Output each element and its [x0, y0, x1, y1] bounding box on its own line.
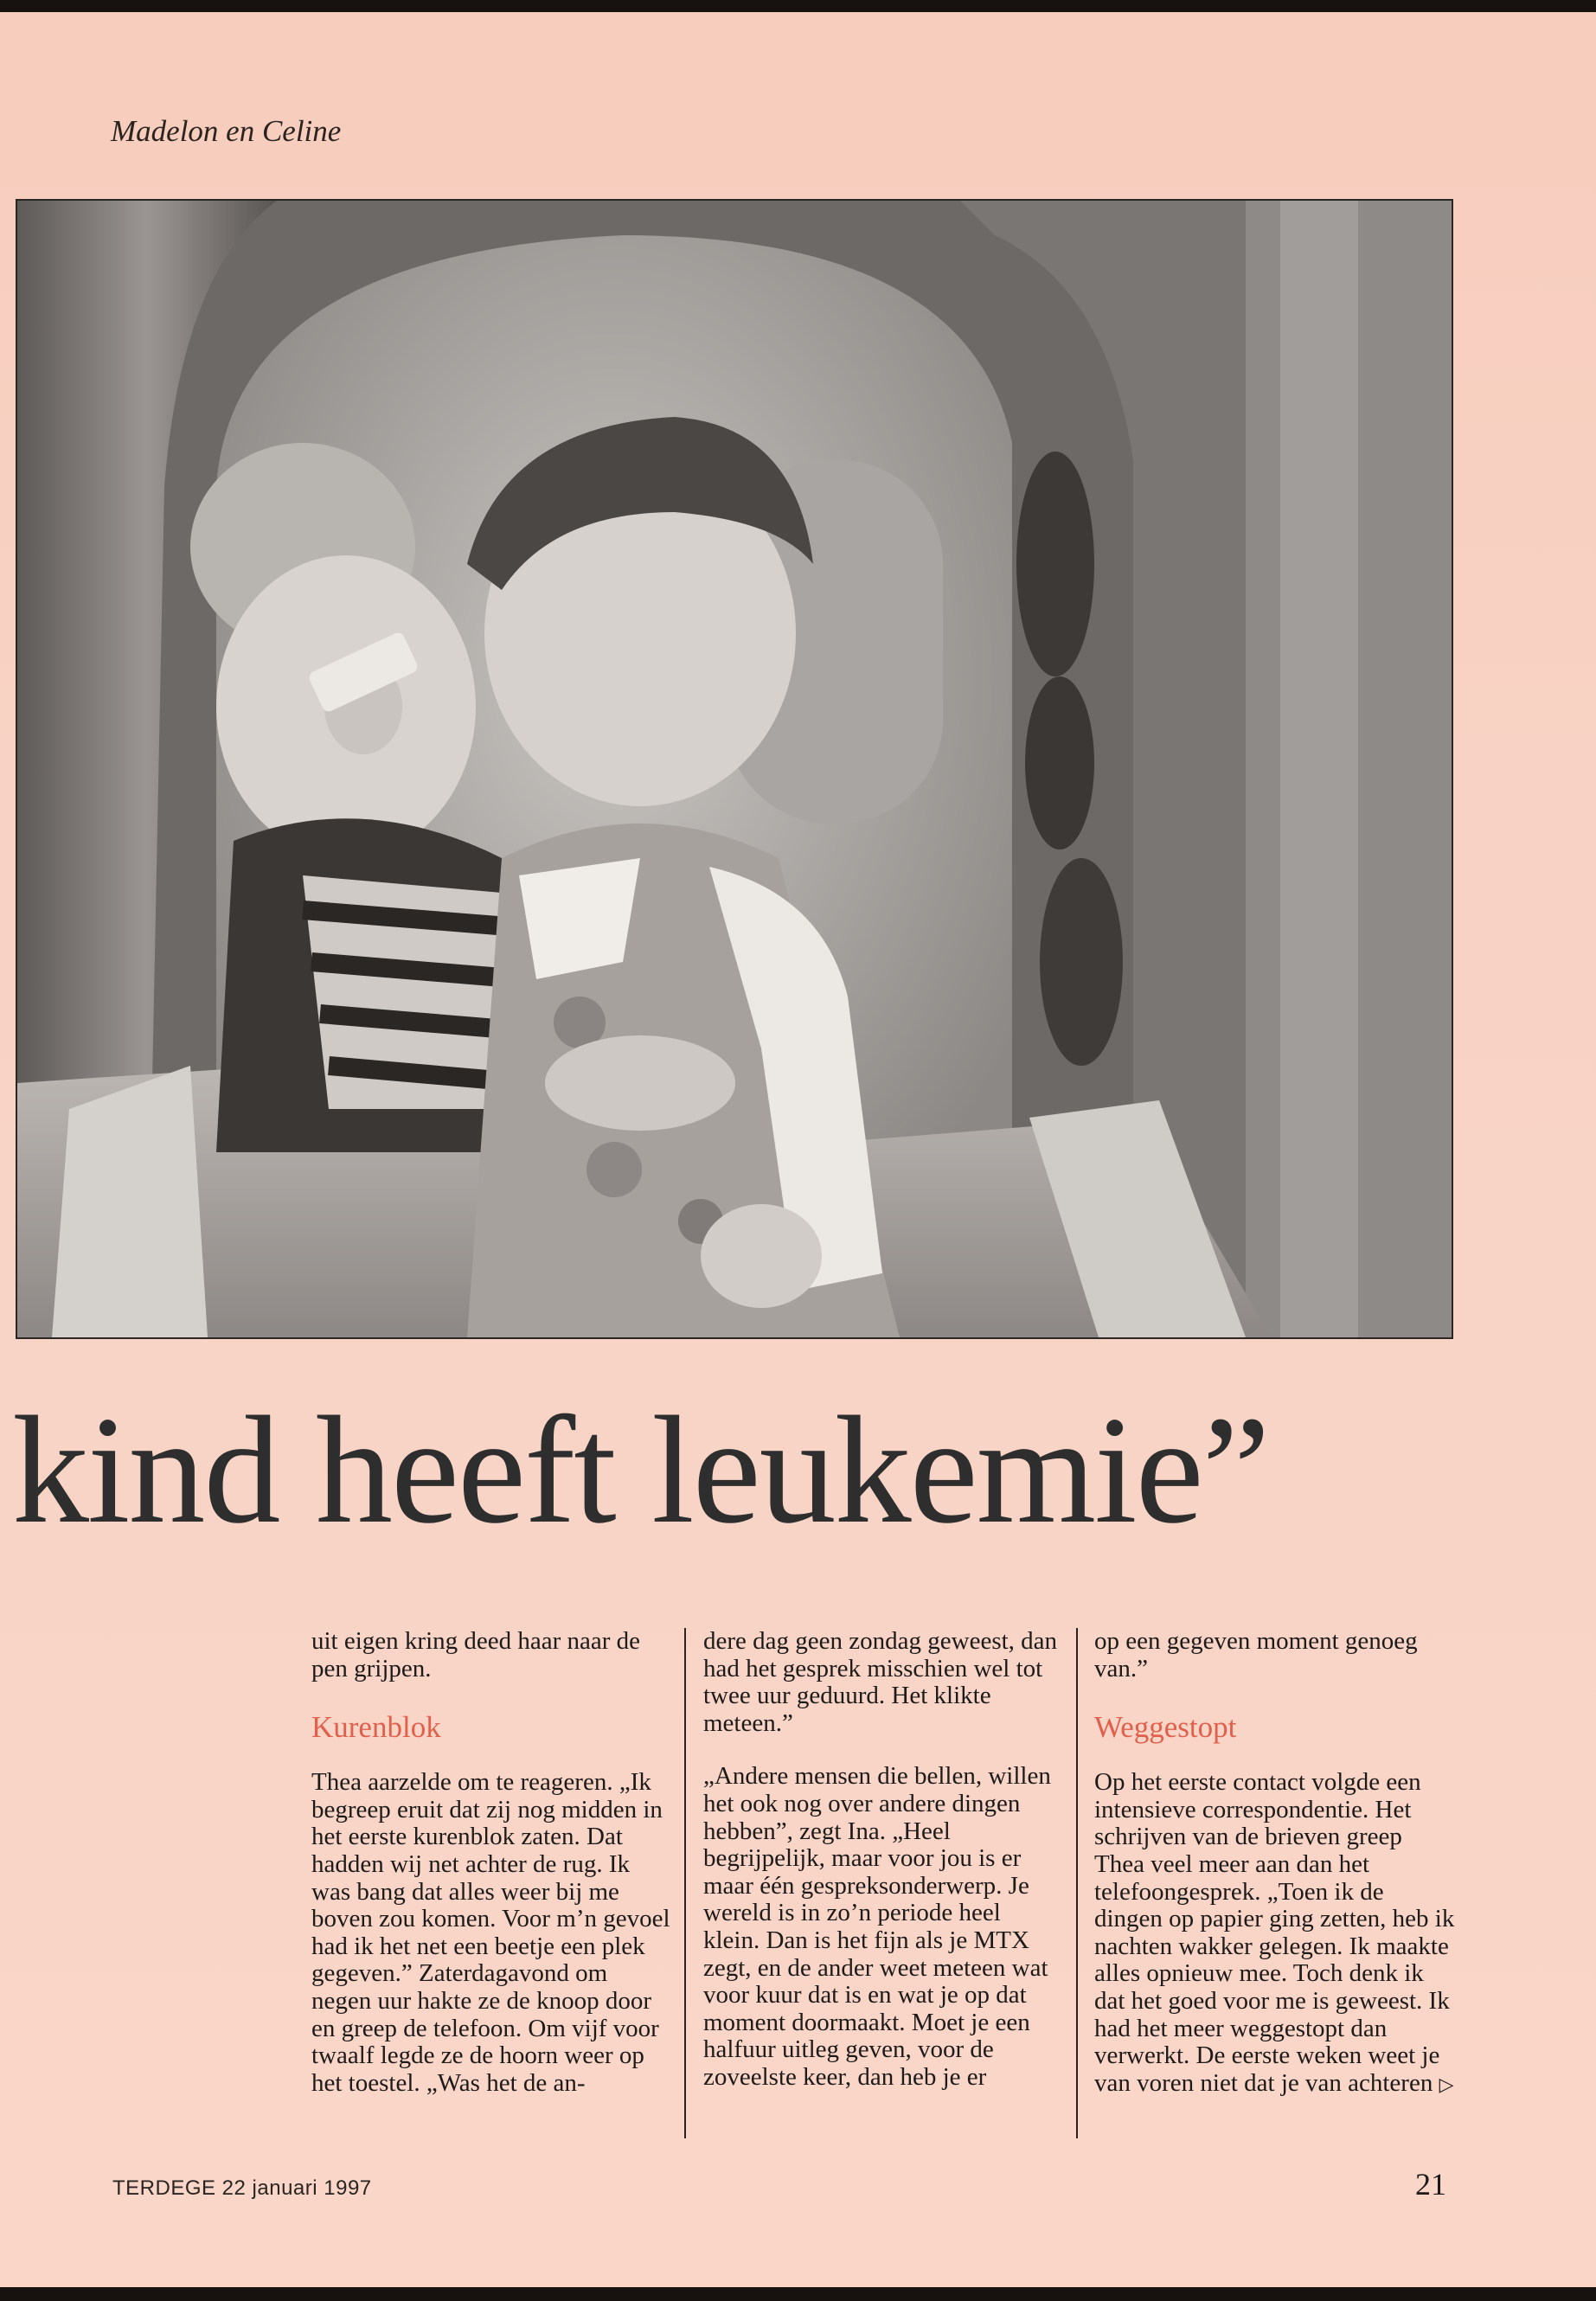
paragraph: „Andere mensen die bellen, willen het ook nog over andere dingen hebben”, zegt Ina. „Heel begrijpelijk, maar voor jou is er maar één gespreksonderwerp. Je wereld is in zo’n periode heel klein. Dan is het fijn als je MTX zegt, en de ander weet meteen wat voor kuur dat is en wat je op dat moment doormaakt. Moet je een halfuur uitleg geven, voor de zoveelste keer, dan heb je er	[703, 1762, 1051, 2091]
paragraph: dere dag geen zondag geweest, dan had het gesprek misschien wel tot twee uur geduurd. Het klikte meteen.”	[703, 1627, 1058, 1737]
photo-caption: Madelon en Celine	[111, 114, 342, 148]
article-photo	[16, 199, 1453, 1339]
paragraph-text: Op het eerste contact volgde een intensieve correspondentie. Het schrijven van de brieven greep Thea veel meer aan dan het telefoongesprek. „Toen ik de dingen op papier ging zetten, heb ik nachten wakker gelegen. Ik maakte alles opnieuw mee. Toch denk ik dat het goed voor me is geweest. Ik had het meer weggestopt dan verwerkt. De eerste weken weet je van voren niet dat je van achteren	[1094, 1768, 1455, 2097]
text-column-1	[311, 1628, 670, 2097]
magazine-page	[0, 12, 1596, 2287]
text-column-3	[1094, 1628, 1458, 2098]
column-divider	[1076, 1628, 1078, 2138]
column-divider	[684, 1628, 686, 2138]
continue-arrow-icon: ▷	[1439, 2073, 1454, 2095]
article-headline: kind heeft leukemie”	[12, 1384, 1269, 1555]
paragraph: op een gegeven moment genoeg van.”	[1094, 1627, 1418, 1682]
photo-two-children-kissing-icon	[17, 201, 1452, 1337]
paragraph	[1094, 1769, 1458, 2098]
text-column-2	[703, 1628, 1062, 2092]
paragraph: uit eigen kring deed haar naar de pen grijpen.	[311, 1627, 641, 1682]
page-number: 21	[1415, 2167, 1446, 2202]
page-footer: TERDEGE 22 januari 1997	[112, 2176, 372, 2200]
paragraph: Thea aarzelde om te reageren. „Ik begreep eruit dat zij nog midden in het eerste kurenblok zaten. Dat hadden wij net achter de rug. Ik was bang dat alles weer bij me boven zou komen. Voor m’n gevoel had ik het net een beetje een plek gegeven.” Zaterdagavond om negen uur hakte ze de knoop door en greep de telefoon. Om vijf voor twaalf legde ze de hoorn weer op het toestel. „Was het de an-	[311, 1768, 670, 2097]
section-heading: Weggestopt	[1094, 1710, 1237, 1745]
section-heading: Kurenblok	[311, 1710, 441, 1745]
